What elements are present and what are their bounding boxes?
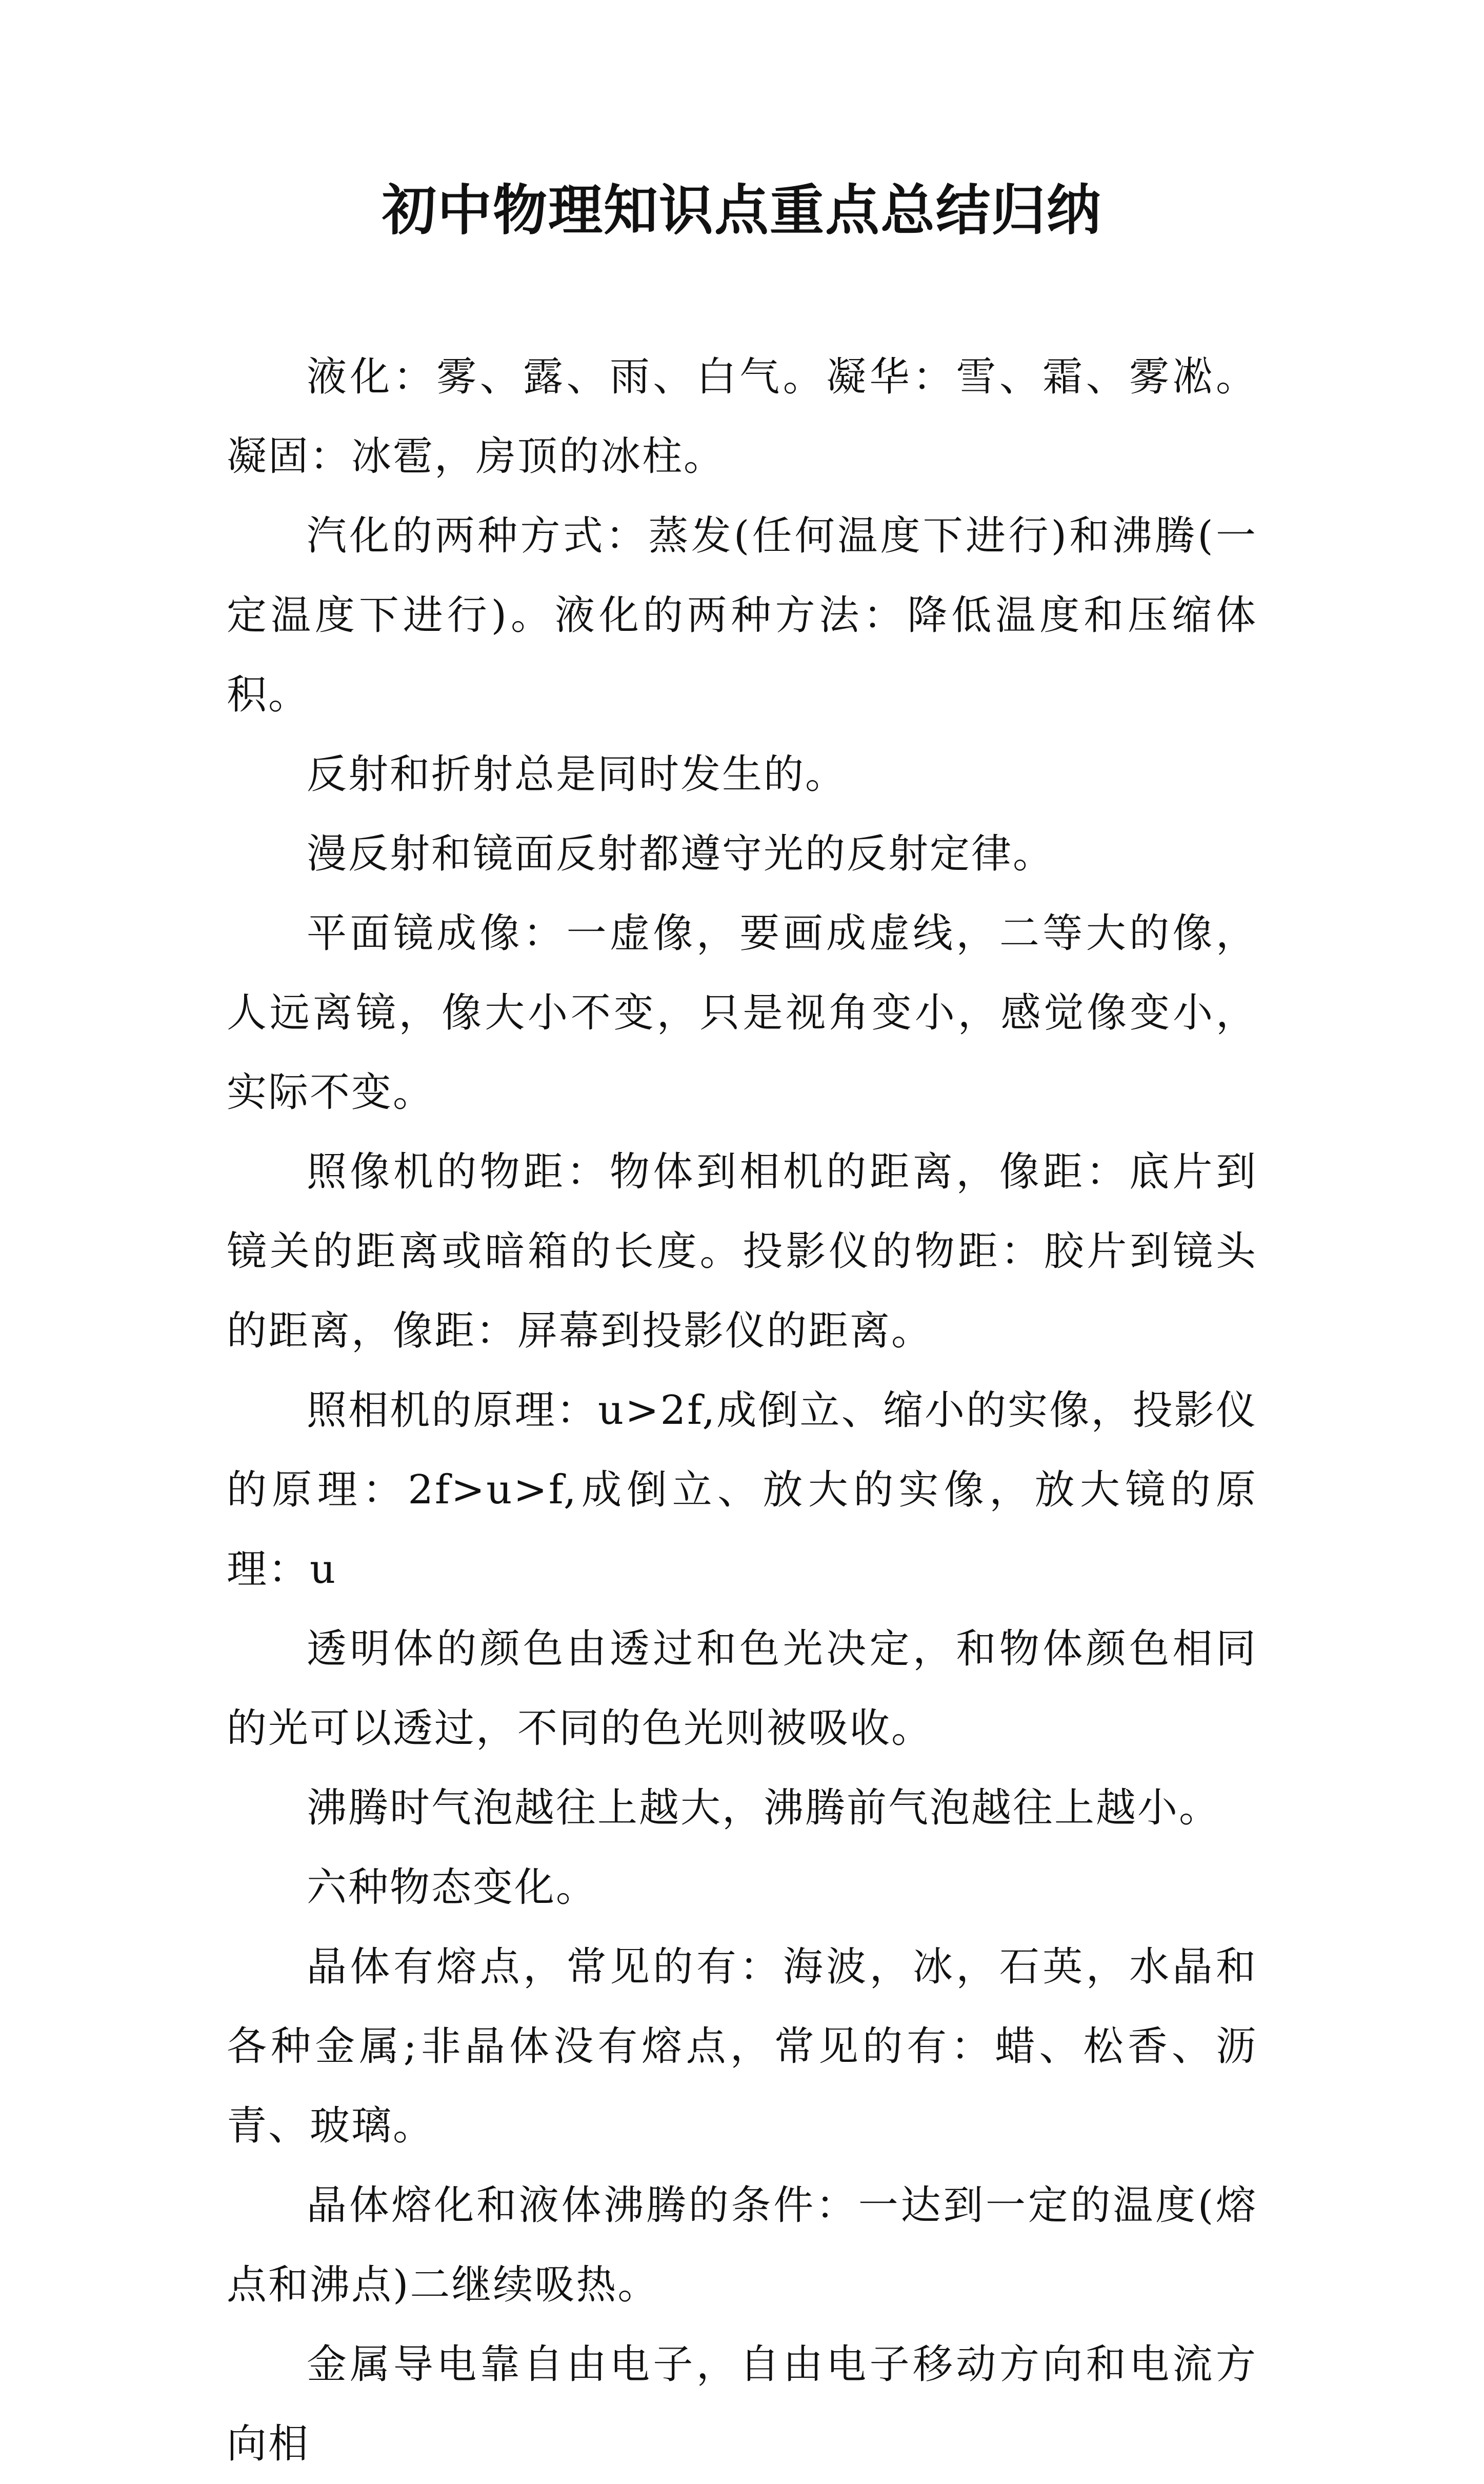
paragraph-diffuse-reflection: 漫反射和镜面反射都遵守光的反射定律。: [307, 831, 1055, 877]
paragraph-transparent-color: 透明体的颜色由透过和色光决定，和物体颜色相同的光可以透过，不同的色光则被吸收。: [227, 1626, 1257, 1752]
paragraph-liquefaction: 液化：雾、露、雨、白气。凝华：雪、霜、雾凇。凝固：冰雹，房顶的冰柱。: [227, 354, 1257, 480]
paragraph-plane-mirror: 平面镜成像：一虚像，要画成虚线，二等大的像，人远离镜，像大小不变，只是视角变小，感觉像变小，实际不变。: [227, 910, 1257, 1116]
paragraph-boiling-bubbles: 沸腾时气泡越往上越大，沸腾前气泡越往上越小。: [307, 1785, 1221, 1831]
paragraph-crystals: 晶体有熔点，常见的有：海波，冰，石英，水晶和各种金属;非晶体没有熔点，常见的有：蜡、松香、沥青、玻璃。: [227, 1944, 1257, 2149]
paragraph-metal-conduction: 金属导电靠自由电子，自由电子移动方向和电流方向相: [227, 2341, 1257, 2467]
paragraph-vaporization: 汽化的两种方式：蒸发(任何温度下进行)和沸腾(一定温度下进行)。液化的两种方法：降低温度和压缩体积。: [227, 513, 1257, 718]
paragraph-lens-principles: 照相机的原理：u>2f,成倒立、缩小的实像，投影仪的原理：2f>u>f,成倒立、放大的实像，放大镜的原理：u: [227, 1387, 1257, 1593]
paragraph-melting-conditions: 晶体熔化和液体沸腾的条件：一达到一定的温度(熔点和沸点)二继续吸热。: [227, 2182, 1257, 2308]
paragraph-reflection-refraction: 反射和折射总是同时发生的。: [307, 751, 847, 798]
document-title: 初中物理知识点重点总结归纳: [382, 178, 1102, 242]
paragraph-camera-distance: 照像机的物距：物体到相机的距离，像距：底片到镜关的距离或暗箱的长度。投影仪的物距：胶片到镜头的距离，像距：屏幕到投影仪的距离。: [227, 1149, 1257, 1354]
paragraph-state-changes: 六种物态变化。: [307, 1864, 598, 1911]
document-body: [227, 337, 1257, 2484]
